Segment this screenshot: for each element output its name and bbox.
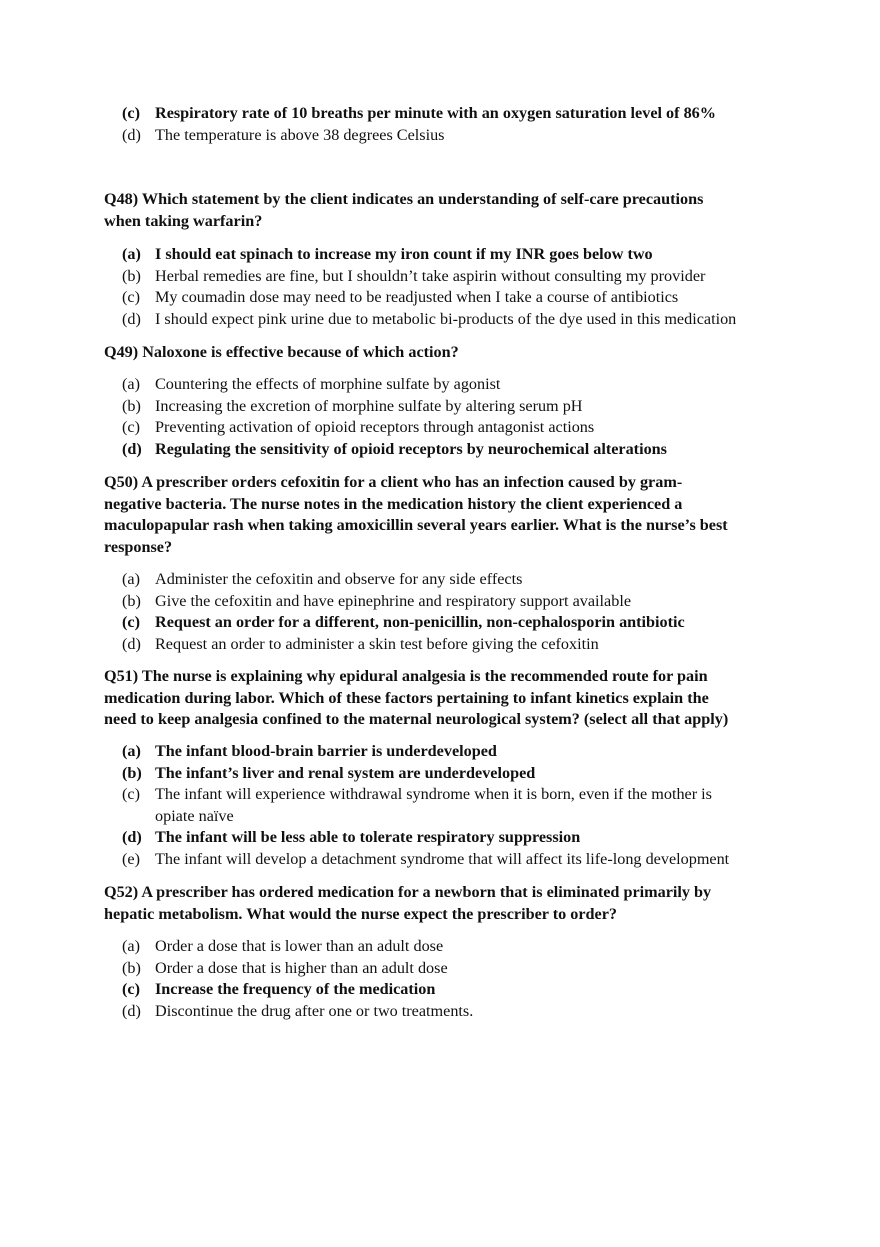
answer-option bbox=[122, 309, 737, 331]
option-label: (d) bbox=[122, 634, 141, 653]
option-text: Give the cefoxitin and have epinephrine and respiratory support available bbox=[155, 591, 632, 610]
option-label: (c) bbox=[122, 613, 140, 631]
answer-option bbox=[122, 763, 536, 785]
question-text-line: Q52) A prescriber has ordered medication for a newborn that is eliminated primarily by bbox=[104, 883, 712, 901]
answer-option bbox=[122, 784, 712, 806]
option-text: Preventing activation of opioid receptors through antagonist actions bbox=[155, 418, 595, 436]
answer-option bbox=[122, 396, 583, 418]
option-text: The infant blood-brain barrier is underdeveloped bbox=[155, 742, 497, 760]
option-label: (d) bbox=[122, 309, 141, 328]
question-text-line: maculopapular rash when taking amoxicillin several years earlier. What is the nurse’s best bbox=[104, 516, 728, 534]
answer-option bbox=[122, 1001, 474, 1023]
option-text: The infant will develop a detachment syndrome that will affect its life-long development bbox=[155, 849, 730, 868]
question-text-line: Q51) The nurse is explaining why epidural analgesia is the recommended route for pain bbox=[104, 667, 708, 685]
option-label: (b) bbox=[122, 266, 141, 285]
option-label: (d) bbox=[122, 439, 142, 458]
option-label: (d) bbox=[122, 125, 141, 144]
option-text: Respiratory rate of 10 breaths per minute with an oxygen saturation level of 86% bbox=[155, 104, 716, 122]
answer-option bbox=[122, 374, 501, 396]
answer-option bbox=[122, 634, 599, 656]
question-text-line: medication during labor. Which of these factors pertaining to infant kinetics explain the bbox=[104, 688, 709, 707]
option-text: opiate naïve bbox=[155, 806, 234, 825]
option-label: (a) bbox=[122, 742, 141, 760]
answer-option bbox=[122, 103, 716, 125]
option-text: Regulating the sensitivity of opioid receptors by neurochemical alterations bbox=[155, 439, 667, 458]
option-label: (b) bbox=[122, 396, 141, 415]
answer-option bbox=[122, 244, 653, 266]
option-text: Order a dose that is lower than an adult dose bbox=[155, 937, 444, 955]
answer-option bbox=[122, 612, 685, 634]
option-text: Discontinue the drug after one or two treatments. bbox=[155, 1001, 474, 1020]
option-text: The infant will experience withdrawal syndrome when it is born, even if the mother is bbox=[155, 785, 712, 803]
option-label: (a) bbox=[122, 375, 140, 393]
option-text: The infant will be less able to tolerate respiratory suppression bbox=[155, 828, 581, 846]
question-text-line: Q49) Naloxone is effective because of which action? bbox=[104, 343, 459, 361]
option-text: My coumadin dose may need to be readjusted when I take a course of antibiotics bbox=[155, 288, 679, 306]
option-label: (c) bbox=[122, 980, 140, 998]
option-text: The temperature is above 38 degrees Celsius bbox=[155, 125, 445, 144]
answer-option bbox=[122, 936, 444, 958]
option-label: (d) bbox=[122, 828, 142, 846]
question-text-line: hepatic metabolism. What would the nurse expect the prescriber to order? bbox=[104, 904, 617, 923]
option-text: Request an order to administer a skin test before giving the cefoxitin bbox=[155, 634, 599, 653]
option-text: The infant’s liver and renal system are underdeveloped bbox=[155, 763, 536, 782]
option-text: Herbal remedies are fine, but I shouldn’t take aspirin without consulting my provider bbox=[155, 266, 706, 285]
question-text-line: response? bbox=[104, 537, 173, 556]
answer-option bbox=[122, 591, 632, 613]
option-label: (e) bbox=[122, 849, 140, 868]
option-label: (d) bbox=[122, 1001, 141, 1020]
answer-option bbox=[122, 439, 667, 461]
option-text: Increasing the excretion of morphine sulfate by altering serum pH bbox=[155, 396, 583, 415]
option-text: I should expect pink urine due to metabolic bi-products of the dye used in this medication bbox=[155, 309, 737, 328]
answer-option bbox=[122, 417, 595, 439]
option-text: Increase the frequency of the medication bbox=[155, 980, 436, 998]
question-text-line: Q50) A prescriber orders cefoxitin for a client who has an infection caused by gram- bbox=[104, 473, 683, 491]
option-label: (c) bbox=[122, 785, 140, 803]
option-label: (c) bbox=[122, 288, 140, 306]
option-text: I should eat spinach to increase my iron count if my INR goes below two bbox=[155, 245, 653, 263]
option-label: (c) bbox=[122, 418, 140, 436]
answer-option bbox=[122, 287, 679, 309]
answer-option bbox=[122, 125, 445, 147]
answer-option bbox=[122, 266, 706, 288]
answer-option bbox=[122, 827, 581, 849]
question-text-line: negative bacteria. The nurse notes in the medication history the client experienced a bbox=[104, 494, 683, 513]
answer-option bbox=[122, 979, 436, 1001]
question-text-line: need to keep analgesia confined to the maternal neurological system? (select all that apply) bbox=[104, 710, 729, 728]
answer-option bbox=[122, 741, 497, 763]
option-label: (b) bbox=[122, 763, 142, 782]
option-label: (a) bbox=[122, 937, 140, 955]
answer-option bbox=[122, 569, 523, 591]
question-text-line: Q48) Which statement by the client indicates an understanding of self-care precautions bbox=[104, 190, 704, 208]
option-text: Request an order for a different, non-penicillin, non-cephalosporin antibiotic bbox=[155, 613, 685, 631]
option-label: (a) bbox=[122, 245, 141, 263]
answer-option bbox=[122, 849, 730, 871]
option-label: (b) bbox=[122, 591, 141, 610]
option-text: Order a dose that is higher than an adult dose bbox=[155, 958, 448, 977]
option-text: Countering the effects of morphine sulfate by agonist bbox=[155, 375, 501, 393]
option-label: (b) bbox=[122, 958, 141, 977]
answer-option bbox=[122, 958, 448, 980]
question-text-line: when taking warfarin? bbox=[104, 211, 263, 230]
option-label: (a) bbox=[122, 570, 140, 588]
option-text: Administer the cefoxitin and observe for any side effects bbox=[155, 570, 523, 588]
option-label: (c) bbox=[122, 104, 140, 122]
